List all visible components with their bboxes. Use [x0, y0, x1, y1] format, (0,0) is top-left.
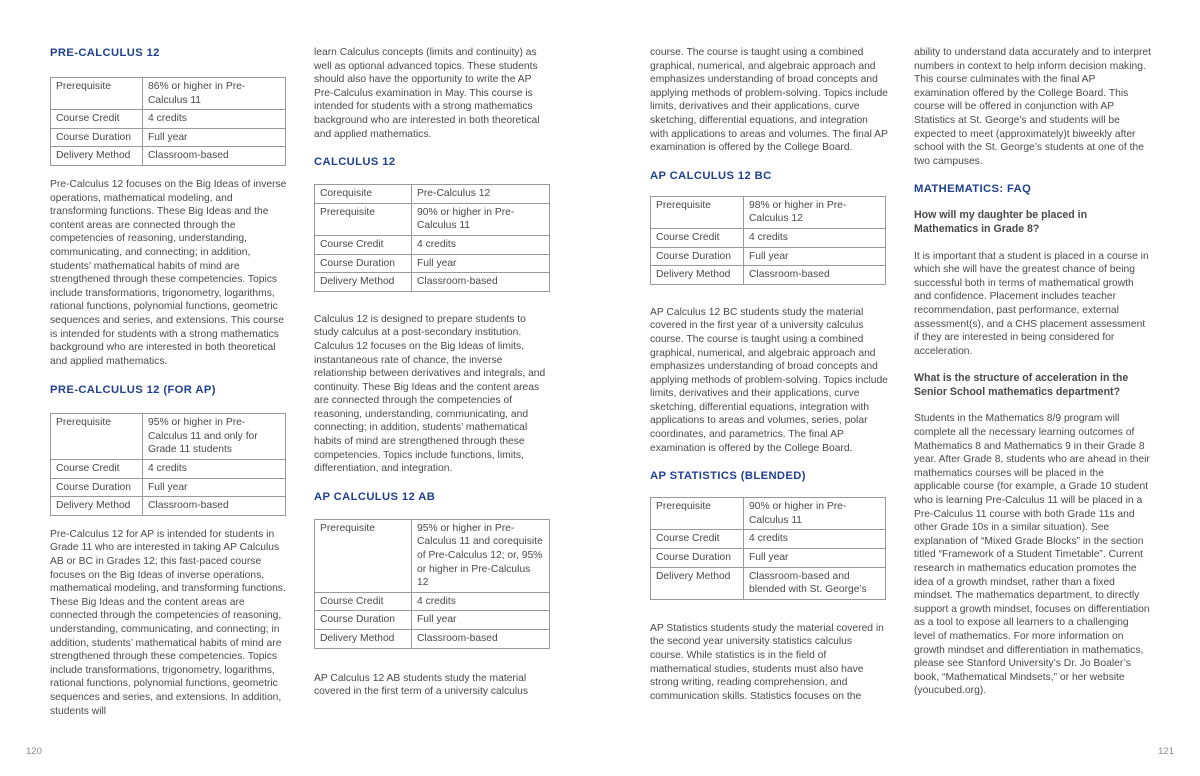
table-key: Course Duration	[651, 247, 744, 266]
table-value: Classroom-based	[412, 273, 550, 292]
section-heading-calculus-12: CALCULUS 12	[314, 156, 396, 169]
table-key: Course Duration	[51, 128, 143, 147]
table-row	[315, 630, 550, 649]
table-row	[651, 530, 886, 549]
table-key: Course Credit	[51, 110, 143, 129]
ap-calculus-ab-description: AP Calculus 12 AB students study the material covered in the first term of a university calculus	[314, 672, 529, 698]
pre-calculus-12-table	[50, 77, 286, 166]
table-value: 4 credits	[412, 592, 550, 611]
table-row	[51, 497, 286, 516]
table-key: Prerequisite	[651, 196, 744, 228]
table-row	[51, 460, 286, 479]
table-row	[315, 235, 550, 254]
table-value: 90% or higher in Pre-Calculus 11	[744, 498, 886, 530]
table-key: Delivery Method	[315, 630, 412, 649]
section-heading-faq: MATHEMATICS: FAQ	[914, 183, 1032, 196]
continued-text: course. The course is taught using a combined graphical, numerical, and algebraic approach and emphasizes understanding of broad concepts and applying methods of problem-solving. Topics include limits, derivatives and their applications, curve sketching, differential equations, and integration with applications to areas and volumes. The final AP examination is offered by the College Board.	[650, 47, 888, 154]
table-key: Course Duration	[315, 611, 412, 630]
continued-text: learn Calculus concepts (limits and continuity) as well as optional advanced topics. These students should also have the opportunity to write the AP Pre-Calculus examination in May. This course is intended for students with a strong mathematics background who are interested in both theoretical and applied mathematics.	[314, 47, 540, 140]
table-key: Delivery Method	[51, 147, 143, 166]
table-value: Classroom-based and blended with St. George’s	[744, 567, 886, 599]
ap-statistics-table	[650, 497, 886, 600]
table-value: Full year	[744, 247, 886, 266]
table-row	[315, 185, 550, 204]
table-value: 98% or higher in Pre-Calculus 12	[744, 196, 886, 228]
table-value: 95% or higher in Pre-Calculus 11 and only for Grade 11 students	[143, 414, 286, 460]
table-key: Course Credit	[315, 235, 412, 254]
table-value: Pre-Calculus 12	[412, 185, 550, 204]
table-value: Full year	[412, 254, 550, 273]
faq-question: How will my daughter be placed in Mathematics in Grade 8?	[914, 209, 1088, 235]
table-row	[315, 273, 550, 292]
column-1	[50, 46, 288, 718]
table-value: 4 credits	[143, 460, 286, 479]
table-key: Course Credit	[315, 592, 412, 611]
table-key: Prerequisite	[315, 203, 412, 235]
table-row	[651, 247, 886, 266]
table-key: Delivery Method	[651, 266, 744, 285]
table-key: Prerequisite	[51, 414, 143, 460]
table-key: Delivery Method	[51, 497, 143, 516]
table-row	[651, 228, 886, 247]
table-value: 4 credits	[143, 110, 286, 129]
column-4	[914, 46, 1152, 698]
column-2	[314, 46, 552, 699]
table-value: Full year	[143, 128, 286, 147]
faq-question: What is the structure of acceleration in the Senior School mathematics department?	[914, 372, 1129, 398]
page-number-right: 121	[1158, 746, 1174, 757]
table-key: Course Duration	[51, 478, 143, 497]
table-key: Prerequisite	[315, 519, 412, 592]
ap-calculus-ab-table	[314, 519, 550, 649]
table-key: Prerequisite	[651, 498, 744, 530]
table-value: Full year	[412, 611, 550, 630]
section-heading-pre-calculus-12: PRE-CALCULUS 12	[50, 47, 160, 59]
table-key: Prerequisite	[51, 78, 143, 110]
pre-calculus-12-ap-table	[50, 413, 286, 516]
section-heading-ap-calculus-ab: AP CALCULUS 12 AB	[314, 490, 436, 503]
table-value: Classroom-based	[143, 497, 286, 516]
section-heading-ap-calculus-bc: AP CALCULUS 12 BC	[650, 169, 772, 182]
ap-calculus-bc-table	[650, 196, 886, 285]
table-key: Corequisite	[315, 185, 412, 204]
table-value: 90% or higher in Pre-Calculus 11	[412, 203, 550, 235]
table-row	[51, 147, 286, 166]
table-row	[315, 592, 550, 611]
table-key: Course Credit	[651, 228, 744, 247]
table-row	[651, 266, 886, 285]
table-key: Course Duration	[651, 549, 744, 568]
table-key: Delivery Method	[651, 567, 744, 599]
table-value: Full year	[143, 478, 286, 497]
table-row	[651, 567, 886, 599]
table-row	[51, 110, 286, 129]
table-key: Delivery Method	[315, 273, 412, 292]
table-row	[315, 203, 550, 235]
pre-calculus-12-ap-description: Pre-Calculus 12 for AP is intended for students in Grade 11 who are interested in taking AP Calculus AB or BC in Grades 12; this fast-paced course focuses on the Big Ideas of inverse operations, mathematical modeling, and transforming functions. These Big Ideas and the content areas are connected through the competencies of reasoning, understanding, communicating, and connecting; in addition, students’ mathematical habits of mind are strengthened through these competencies. Topics include transformations, trigonometry, logarithms, rational functions, polynomial functions, geometric sequences and series, and extensions. In addition, students will	[50, 528, 286, 717]
faq-answer: It is important that a student is placed in a course in which she will have the greatest chance of being successful both in terms of mathematical growth and confidence. Placement includes teacher recommendation, past performance, external assessment(s), and a CHS placement assessment if they are interested in being considered for acceleration.	[914, 250, 1149, 357]
section-heading-pre-calculus-12-ap: PRE-CALCULUS 12 (FOR AP)	[50, 384, 216, 397]
table-value: Classroom-based	[412, 630, 550, 649]
table-value: Classroom-based	[744, 266, 886, 285]
page-number-left: 120	[26, 746, 42, 757]
calculus-12-description: Calculus 12 is designed to prepare students to study calculus at a post-secondary institution. Calculus 12 focuses on the Big Ideas of limits, instantaneous rate of chance, the inverse relationship between derivatives and integrals, and continuity. These Big Ideas and the content areas are connected through the competencies of reasoning, understanding, communicating, and connecting; in addition, students’ mathematical habits of mind are strengthened through these competencies. Topics include functions, limits, differentiation, and integration.	[314, 313, 546, 475]
table-value: 86% or higher in Pre-Calculus 11	[143, 78, 286, 110]
table-value: 4 credits	[744, 228, 886, 247]
table-row	[315, 519, 550, 592]
table-value: 4 credits	[412, 235, 550, 254]
table-value: Classroom-based	[143, 147, 286, 166]
calculus-12-table	[314, 184, 550, 292]
table-row	[315, 254, 550, 273]
table-value: 4 credits	[744, 530, 886, 549]
table-row	[51, 414, 286, 460]
table-row	[315, 611, 550, 630]
continued-text: ability to understand data accurately and to interpret numbers in context to help inform decision making. This course culminates with the final AP examination offered by the College Board. This course will be offered in conjunction with AP Statistics at St. George’s and students will be expected to meet (approximately)t biweekly after school with the St. George’s students at one of the two campuses.	[914, 47, 1151, 167]
table-key: Course Duration	[315, 254, 412, 273]
table-key: Course Credit	[651, 530, 744, 549]
faq-answer: Students in the Mathematics 8/9 program will complete all the necessary learning outcomes of Mathematics 8 and Mathematics 9 in their Grade 8 year. After Grade 8, students who are ahead in their mathematics courses will be placed in the applicable course (for example, a Grade 10 student who is learning Pre-Calculus 11 will be placed in a Pre-Calculus 11 course with both Grade 11s and other Grade 10s in a similar situation). See explanation of “Mixed Grade Blocks” in the section titled “Framework of a Student Timetable”. Current research in mathematics education promotes the idea of a growth mindset, rather than a fixed mindset. The mathematics department, to directly support a growth mindset, focuses on differentiation as a tool to expose all learners to a challenging level of mathematics. For more information on growth mindset and differentiation in mathematics, please see Stanford University’s Dr. Jo Boaler’s book, “Mathematical Mindsets,” or her website (youcubed.org).	[914, 413, 1150, 697]
ap-statistics-description: AP Statistics students study the material covered in the second year university statistics calculus course. While statistics is in the field of mathematical studies, students must also have strong writing, reading comprehension, and communication skills. Statistics focuses on the	[650, 622, 884, 702]
column-3	[650, 46, 888, 703]
table-row	[51, 78, 286, 110]
ap-calculus-bc-description: AP Calculus 12 BC students study the material covered in the first year of a university calculus course. The course is taught using a combined graphical, numerical, and algebraic approach and emphasizes understanding of broad concepts and applying methods of problem-solving. Topics include limits, derivatives and their applications, curve sketching, differential equations, integration with applications to areas and volumes, series, polar coordinates, and parametrics. The final AP examination is offered by the College Board.	[650, 306, 888, 454]
section-heading-ap-statistics: AP STATISTICS (BLENDED)	[650, 470, 806, 483]
table-row	[651, 196, 886, 228]
table-row	[651, 498, 886, 530]
pre-calculus-12-description: Pre-Calculus 12 focuses on the Big Ideas of inverse operations, mathematical modeling, and transforming functions. These Big Ideas and the content areas are connected through the competencies of reasoning, understanding, communicating, and connecting; in addition, students’ mathematical habits of mind are strengthened through these competencies. Topics include transformations, trigonometry, logarithms, rational functions, polynomial functions, geometric sequences and series, and extensions. This course is intended for students with a strong mathematics background who are interested in both theoretical and applied mathematics.	[50, 178, 287, 367]
table-row	[51, 478, 286, 497]
table-key: Course Credit	[51, 460, 143, 479]
table-value: 95% or higher in Pre-Calculus 11 and corequisite of Pre-Calculus 12; or, 95% or higher in Pre-Calculus 12	[412, 519, 550, 592]
table-value: Full year	[744, 549, 886, 568]
table-row	[51, 128, 286, 147]
table-row	[651, 549, 886, 568]
